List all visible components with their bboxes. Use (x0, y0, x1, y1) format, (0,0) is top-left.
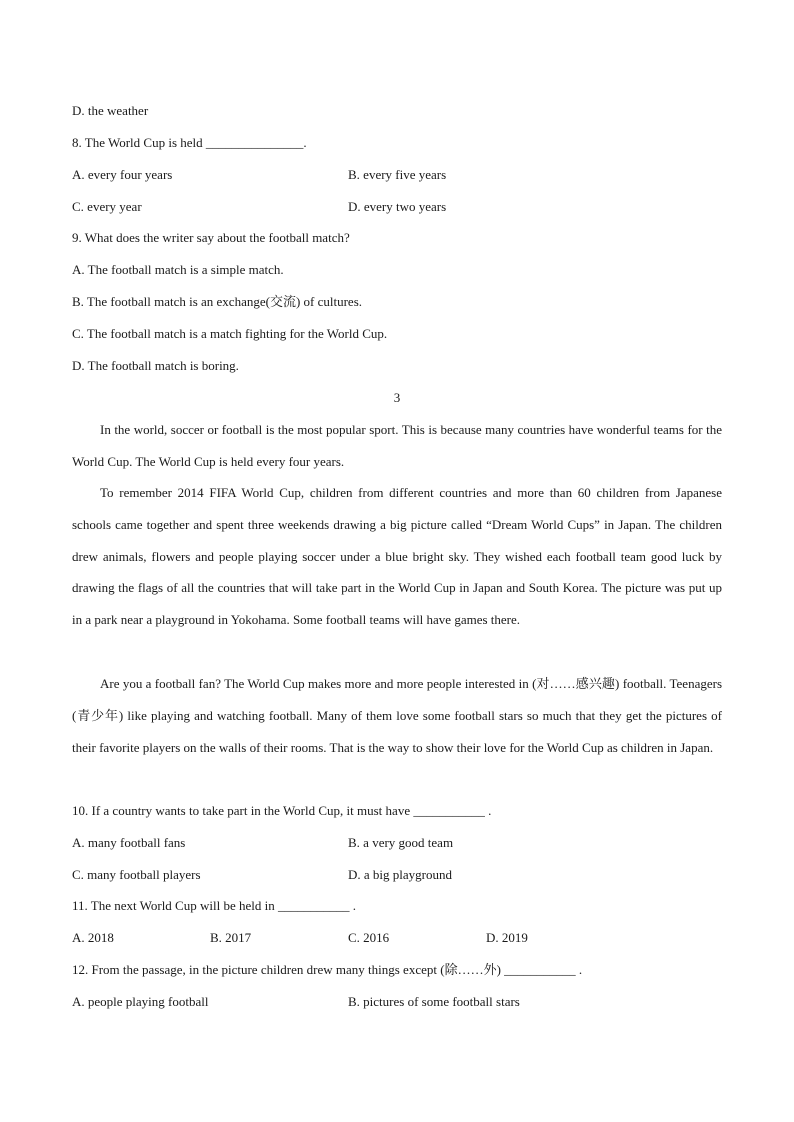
q8-option-d: D. every two years (348, 199, 447, 214)
passage-paragraph-2: To remember 2014 FIFA World Cup, children from different countries and more than 60 children from Japanese schools came together and spent three weekends drawing a big picture called “Dream World Cups” in Japan. The children drew animals, flowers and people playing soccer under a blue bright sky. They wished each football team good luck by drawing the flags of all the countries that will take part in the World Cup in Japan and South Korea. The picture was put up in a park near a playground in Yokohama. Some football teams will have games there. (72, 485, 722, 628)
q11-option-d: D. 2019 (486, 930, 528, 945)
passage-paragraph-3: Are you a football fan? The World Cup makes more and more people interested in (对……感兴趣) football. Teenagers (青少年) like playing and watching football. Many of them love some football stars so much that they get the pictures of their favorite players on the walls of their rooms. That is the way to show their love for the World Cup as children in Japan. (72, 676, 722, 755)
q9-option-b: B. The football match is an exchange(交流) of cultures. (72, 294, 363, 309)
q9-option-c: C. The football match is a match fighting for the World Cup. (72, 326, 388, 341)
q10-stem: 10. If a country wants to take part in the World Cup, it must have ___________ . (72, 803, 492, 818)
q9-option-a: A. The football match is a simple match. (72, 262, 284, 277)
passage-paragraph-1: In the world, soccer or football is the most popular sport. This is because many countries have wonderful teams for the World Cup. The World Cup is held every four years. (72, 422, 722, 469)
q11-option-b: B. 2017 (210, 930, 252, 945)
q9-stem: 9. What does the writer say about the football match? (72, 230, 350, 245)
q12-stem: 12. From the passage, in the picture children drew many things except (除……外) ___________ . (72, 962, 583, 977)
q11-option-a: A. 2018 (72, 930, 114, 945)
q12-option-b: B. pictures of some football stars (348, 994, 520, 1009)
q12-option-a: A. people playing football (72, 994, 209, 1009)
q9-option-d: D. The football match is boring. (72, 358, 239, 373)
q8-stem: 8. The World Cup is held _______________. (72, 135, 307, 150)
q10-option-c: C. many football players (72, 867, 201, 882)
q10-option-a: A. many football fans (72, 835, 186, 850)
q7-option-d: D. the weather (72, 103, 149, 118)
q8-option-c: C. every year (72, 199, 142, 214)
q11-option-c: C. 2016 (348, 930, 390, 945)
q8-option-a: A. every four years (72, 167, 173, 182)
q10-option-d: D. a big playground (348, 867, 452, 882)
q10-option-b: B. a very good team (348, 835, 454, 850)
q11-stem: 11. The next World Cup will be held in ___________ . (72, 898, 356, 913)
q8-option-b: B. every five years (348, 167, 447, 182)
passage-number: 3 (393, 390, 401, 405)
